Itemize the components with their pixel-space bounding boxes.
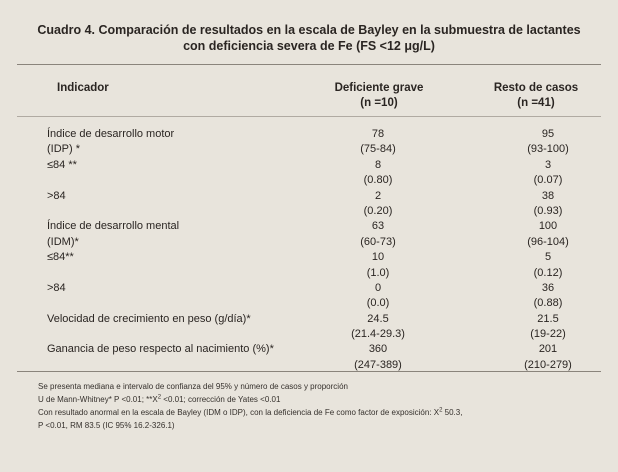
row-label: Velocidad de crecimiento en peso (g/día)* — [47, 312, 251, 325]
header-resto-de-casos — [488, 81, 584, 111]
table-body — [0, 127, 618, 373]
table-row — [0, 250, 618, 265]
header-col1-line2: (n =10) — [360, 97, 398, 109]
title-line-2: con deficiencia severa de Fe (FS <12 μg/L) — [183, 39, 435, 53]
deficiente-value: 78 — [371, 128, 385, 140]
deficiente-value: (0.80) — [363, 174, 393, 187]
footnote-2a: U de Mann-Whitney* P <0.01; **X — [38, 395, 158, 404]
table-row — [0, 296, 618, 311]
footnote-2b: <0.01; corrección de Yates <0.01 — [161, 395, 281, 404]
table-row — [0, 281, 618, 296]
deficiente-value: 63 — [371, 220, 385, 233]
deficiente-value: 0 — [374, 281, 382, 294]
resto-value: 95 — [541, 128, 555, 140]
row-label: (IDM)* — [47, 235, 79, 248]
row-label: Índice de desarrollo motor — [47, 128, 175, 140]
resto-value: (19-22) — [530, 328, 566, 341]
deficiente-value: (0.0) — [366, 297, 390, 310]
resto-value: (0.12) — [533, 266, 563, 279]
footnote-2-sup: 2 — [157, 394, 162, 401]
resto-value: (210-279) — [524, 358, 572, 371]
deficiente-value: 360 — [368, 343, 388, 356]
footnote-line-3 — [38, 406, 598, 419]
title-line-1: Cuadro 4. Comparación de resultados en la escala de Bayley en la submuestra de lactantes — [37, 23, 581, 37]
deficiente-value: 8 — [374, 158, 382, 171]
table-row — [0, 312, 618, 327]
resto-value: 5 — [544, 251, 552, 264]
deficiente-value: (21.4-29.3) — [351, 328, 405, 341]
footnote-line-4: P <0.01, RM 83.5 (IC 95% 16.2-326.1) — [38, 421, 175, 430]
row-label: (IDP) * — [47, 143, 80, 156]
resto-value: 100 — [538, 220, 558, 233]
table-row — [0, 173, 618, 188]
deficiente-value: (1.0) — [366, 266, 390, 279]
resto-value: 36 — [541, 281, 555, 294]
resto-value: (96-104) — [527, 235, 569, 248]
footnote-line-2 — [38, 393, 598, 406]
deficiente-value: (247-389) — [354, 358, 402, 371]
footnote-3a: Con resultado anormal en la escala de Bayley (IDM o IDP), con la deficiencia de Fe como factor de exposición: X — [38, 408, 440, 417]
table-row — [0, 235, 618, 250]
resto-value: 201 — [538, 343, 558, 356]
table-row — [0, 266, 618, 281]
resto-value: 38 — [541, 189, 555, 202]
table-row — [0, 142, 618, 157]
table-row — [0, 327, 618, 342]
row-label: >84 — [47, 281, 66, 294]
table-row — [0, 358, 618, 373]
table-row — [0, 127, 618, 142]
header-col2-line2: (n =41) — [517, 97, 555, 109]
header-deficiente-grave — [326, 81, 432, 111]
footnote-3-sup: 2 — [439, 407, 443, 414]
table-title — [20, 22, 598, 54]
row-label: Ganancia de peso respecto al nacimiento (%)* — [47, 343, 274, 356]
deficiente-value: 2 — [374, 189, 382, 202]
table-footnotes — [38, 380, 598, 432]
resto-value: 3 — [544, 158, 552, 171]
deficiente-value: (75-84) — [360, 143, 396, 156]
deficiente-value: 10 — [371, 251, 385, 264]
table-row — [0, 189, 618, 204]
table-row — [0, 342, 618, 357]
deficiente-value: 24.5 — [367, 312, 389, 325]
resto-value: 21.5 — [537, 312, 559, 325]
row-label: Índice de desarrollo mental — [47, 220, 180, 233]
header-indicator: Indicador — [57, 82, 109, 94]
header-col1-line1: Deficiente grave — [334, 82, 424, 94]
deficiente-value: (0.20) — [363, 204, 393, 217]
header-col2-line1: Resto de casos — [493, 82, 579, 94]
table-row — [0, 219, 618, 234]
row-label: >84 — [47, 189, 66, 202]
table-row — [0, 158, 618, 173]
table-row — [0, 204, 618, 219]
resto-value: (93-100) — [527, 143, 569, 156]
resto-value: (0.93) — [533, 204, 563, 217]
resto-value: (0.88) — [533, 297, 563, 310]
deficiente-value: (60-73) — [360, 235, 396, 248]
header-divider — [17, 116, 601, 117]
row-label: ≤84 ** — [47, 158, 77, 171]
row-label: ≤84** — [47, 251, 74, 264]
footnote-line-1: Se presenta mediana e intervalo de confianza del 95% y número de casos y proporción — [38, 382, 348, 391]
resto-value: (0.07) — [533, 174, 563, 187]
footnote-3b: 50.3, — [442, 408, 463, 417]
